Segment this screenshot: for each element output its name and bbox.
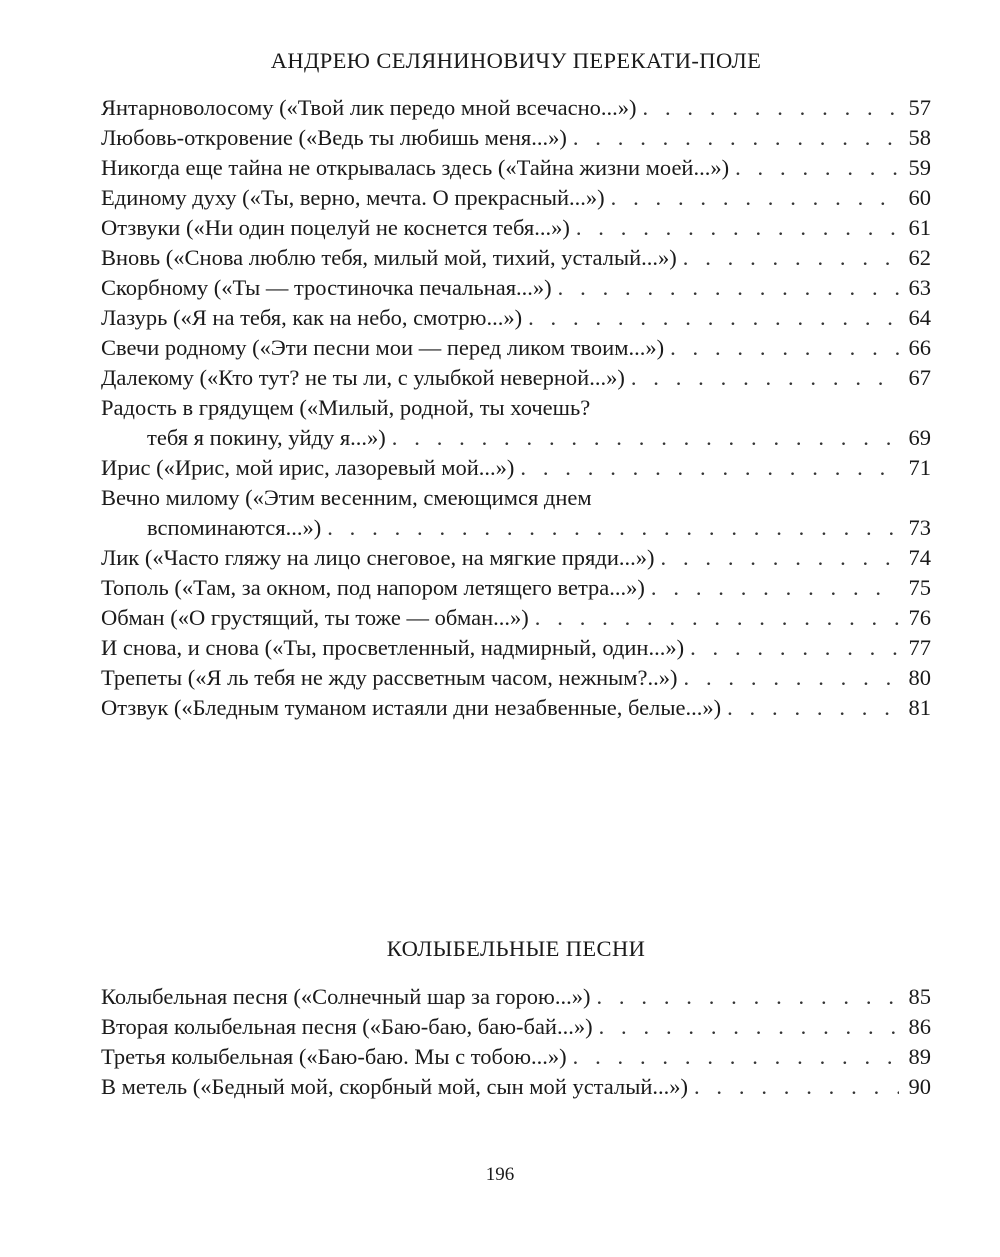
dot-leader (651, 573, 899, 603)
entry-title: Вторая колыбельная песня («Баю-баю, баю-бай...») (101, 1014, 593, 1039)
entry-title: Колыбельная песня («Солнечный шар за горою...») (101, 984, 591, 1009)
entry-title: Ирис («Ирис, мой ирис, лазоревый мой...») (101, 455, 515, 480)
entry-title: Трепеты («Я ль тебя не жду рассветным часом, нежным?..») (101, 665, 678, 690)
dot-leader (694, 1072, 899, 1102)
entry-title: Обман («О грустящий, ты тоже — обман...») (101, 605, 529, 630)
dot-leader (735, 153, 899, 183)
section-heading: КОЛЫБЕЛЬНЫЕ ПЕСНИ (386, 936, 646, 961)
toc-entry (101, 483, 931, 543)
dot-leader (643, 93, 899, 123)
entry-title: Янтарноволосому («Твой лик передо мной всечасно...») (101, 95, 637, 120)
entry-title: Скорбному («Ты — тростиночка печальная...») (101, 275, 552, 300)
dot-leader (670, 333, 899, 363)
toc-entry (101, 183, 931, 213)
entry-page: 71 (908, 455, 931, 480)
entry-page: 58 (908, 125, 931, 150)
toc-entry (101, 1072, 931, 1102)
entry-page: 90 (908, 1074, 931, 1099)
entry-title: Никогда еще тайна не открывалась здесь («Тайна жизни моей...») (101, 155, 730, 180)
dot-leader (599, 1012, 899, 1042)
toc-entry (101, 603, 931, 633)
toc-list (101, 982, 931, 1102)
entry-title: Единому духу («Ты, верно, мечта. О прекрасный...») (101, 185, 605, 210)
toc-entry (101, 393, 931, 453)
dot-leader (573, 123, 899, 153)
entry-page: 86 (908, 1014, 931, 1039)
toc-entry (101, 153, 931, 183)
dot-leader (558, 273, 899, 303)
entry-page: 63 (908, 275, 931, 300)
dot-leader (727, 693, 899, 723)
dot-leader (611, 183, 899, 213)
entry-title: И снова, и снова («Ты, просветленный, надмирный, один...») (101, 635, 685, 660)
entry-page: 85 (908, 984, 931, 1009)
entry-title: В метель («Бедный мой, скорбный мой, сын мой усталый...») (101, 1074, 688, 1099)
entry-title: Свечи родному («Эти песни мои — перед ликом твоим...») (101, 335, 665, 360)
entry-page: 69 (908, 425, 931, 450)
entry-page: 80 (908, 665, 931, 690)
entry-page: 81 (908, 695, 931, 720)
entry-title: Лазурь («Я на тебя, как на небо, смотрю...») (101, 305, 523, 330)
toc-entry (101, 633, 931, 663)
toc-entry (101, 543, 931, 573)
dot-leader (528, 303, 899, 333)
entry-title: Радость в грядущем («Милый, родной, ты хочешь? (101, 395, 591, 420)
toc-entry (101, 1012, 931, 1042)
entry-title: Вновь («Снова люблю тебя, милый мой, тихий, усталый...») (101, 245, 677, 270)
dot-leader (520, 453, 899, 483)
entry-title-continuation: тебя я покину, уйду я...») (147, 425, 386, 450)
section-heading: АНДРЕЮ СЕЛЯНИНОВИЧУ ПЕРЕКАТИ-ПОЛЕ (270, 48, 762, 73)
toc-entry (101, 1042, 931, 1072)
dot-leader (596, 982, 899, 1012)
toc-entry (101, 693, 931, 723)
toc-entry (101, 213, 931, 243)
dot-leader (661, 543, 900, 573)
dot-leader (683, 243, 899, 273)
toc-entry (101, 363, 931, 393)
entry-page: 73 (908, 515, 931, 540)
entry-page: 89 (908, 1044, 931, 1069)
dot-leader (631, 363, 899, 393)
entry-page: 66 (908, 335, 931, 360)
entry-page: 62 (908, 245, 931, 270)
dot-leader (327, 513, 899, 543)
entry-page: 61 (908, 215, 931, 240)
entry-page: 60 (908, 185, 931, 210)
toc-entry (101, 453, 931, 483)
entry-title: Лик («Часто гляжу на лицо снеговое, на мягкие пряди...») (101, 545, 655, 570)
toc-entry (101, 273, 931, 303)
entry-title: Отзвуки («Ни один поцелуй не коснется тебя...») (101, 215, 570, 240)
dot-leader (684, 663, 899, 693)
entry-page: 64 (908, 305, 931, 330)
dot-leader (535, 603, 899, 633)
entry-page: 57 (908, 95, 931, 120)
entry-page: 75 (908, 575, 931, 600)
page-number: 196 (485, 1164, 515, 1185)
toc-entry (101, 982, 931, 1012)
entry-page: 74 (908, 545, 931, 570)
entry-title: Третья колыбельная («Баю-баю. Мы с тобою...») (101, 1044, 567, 1069)
toc-entry (101, 573, 931, 603)
dot-leader (392, 423, 899, 453)
entry-page: 59 (908, 155, 931, 180)
entry-title: Отзвук («Бледным туманом истаяли дни незабвенные, белые...») (101, 695, 722, 720)
entry-title: Далекому («Кто тут? не ты ли, с улыбкой неверной...») (101, 365, 625, 390)
entry-title: Любовь-откровение («Ведь ты любишь меня...») (101, 125, 567, 150)
toc-list (101, 93, 931, 723)
dot-leader (573, 1042, 899, 1072)
entry-title-continuation: вспоминаются...») (147, 515, 322, 540)
toc-entry (101, 243, 931, 273)
dot-leader (576, 213, 899, 243)
toc-entry (101, 303, 931, 333)
toc-entry (101, 93, 931, 123)
toc-entry (101, 663, 931, 693)
entry-title: Вечно милому («Этим весенним, смеющимся днем (101, 485, 592, 510)
entry-page: 76 (908, 605, 931, 630)
entry-title: Тополь («Там, за окном, под напором летящего ветра...») (101, 575, 645, 600)
entry-page: 67 (908, 365, 931, 390)
dot-leader (690, 633, 899, 663)
toc-entry (101, 333, 931, 363)
toc-entry (101, 123, 931, 153)
entry-page: 77 (908, 635, 931, 660)
